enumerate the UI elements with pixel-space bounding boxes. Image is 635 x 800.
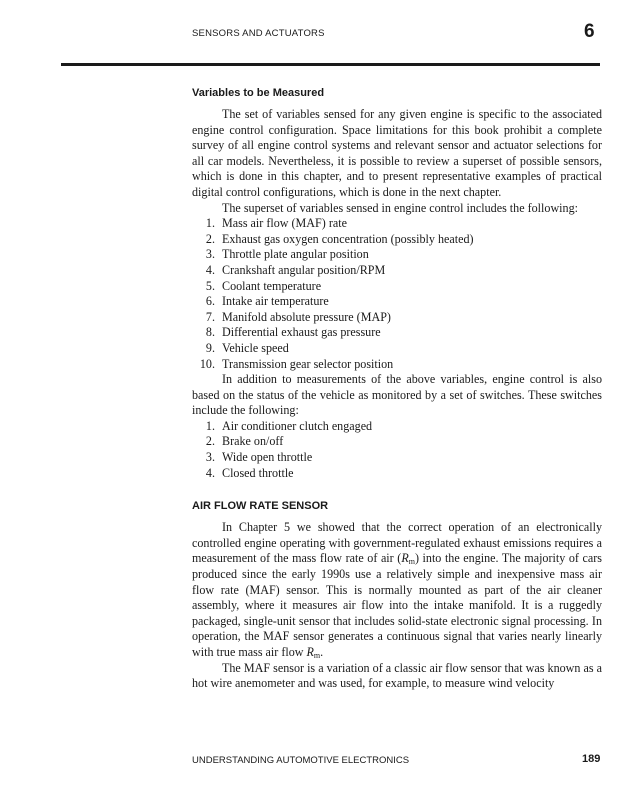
list-text: Brake on/off [222,434,284,449]
symbol-rm [401,551,415,565]
symbol-subscript: m [313,651,321,660]
list-item [192,294,602,310]
list-text: Crankshaft angular position/RPM [222,262,386,277]
paragraph: In addition to measurements of the above variables, engine control is also based on the status of the vehicle as monitored by a set of switches. These switches include the following: [192,372,602,418]
list-text: Differential exhaust gas pressure [222,325,381,340]
running-header-title: SENSORS AND ACTUATORS [192,28,325,39]
symbol-rm [306,645,324,660]
list-number: 4. [205,465,215,480]
list-item [192,450,602,466]
list-item [192,325,602,341]
paragraph: The MAF sensor is a variation of a classic air flow sensor that was known as a hot wire anemometer and was used, for example, to measure wind velocity [192,660,602,691]
text-run: In Chapter 5 we showed that the correct operation of an electronically controlled engine operating with government-regulated exhaust emissions requires a measurement of the mass flow rate of air ( [192,520,602,566]
page-number: 189 [582,753,601,765]
list-number: 4. [205,262,215,277]
list-item [192,341,602,357]
list-item [192,357,602,373]
list-text: Throttle plate angular position [222,247,369,262]
list-number: 10. [199,356,215,371]
variables-list [192,216,602,372]
list-text: Closed throttle [222,465,294,480]
paragraph: The superset of variables sensed in engine control includes the following: [222,200,578,215]
list-number: 3. [205,247,215,262]
text-run: ) into the engine. The majority of cars produced since the early 1990s use a relatively simple and inexpensive mass air flow rate (MAF) sensor. This is normally mounted as part of the air cleaner assembly, where it measures air flow into the intake manifold. It is a ruggedly packaged, single-unit sensor that includes solid-state electronic signal processing. In operation, the MAF sensor generates a continuous signal that varies nearly linearly with true mass air flow [192,551,602,659]
page-body [192,86,602,692]
list-number: 3. [205,450,215,465]
list-text: Mass air flow (MAF) rate [222,216,347,231]
running-footer-title: UNDERSTANDING AUTOMOTIVE ELECTRONICS [192,755,410,766]
list-number: 2. [205,231,215,246]
list-item [192,263,602,279]
section-heading-variables: Variables to be Measured [192,87,325,99]
paragraph [192,520,602,660]
symbol-subscript: m [408,557,415,567]
paragraph: The set of variables sensed for any given engine is specific to the associated engine control configuration. Space limitations for this book prohibit a complete survey of all engine control systems and relevant sensor and actuator selections for all car models. Nevertheless, it is possible to review a superset of possible sensors, which is done in this chapter, and to present representative examples of practical digital control configurations, which is done in the next chapter. [192,107,602,199]
list-item [192,419,602,435]
list-item [192,466,602,482]
list-number: 9. [205,340,215,355]
list-text: Coolant temperature [222,278,322,293]
list-number: 7. [205,309,215,324]
list-text: Exhaust gas oxygen concentration (possibly heated) [222,231,474,246]
list-text: Intake air temperature [222,294,329,309]
list-text: Air conditioner clutch engaged [222,418,373,433]
list-item [192,247,602,263]
header-rule [61,63,600,66]
list-item [192,310,602,326]
list-number: 2. [205,434,215,449]
symbol-letter: R [306,645,314,659]
list-text: Vehicle speed [222,340,289,355]
list-item [192,279,602,295]
list-number: 8. [205,325,215,340]
list-item [192,216,602,232]
list-text: Manifold absolute pressure (MAP) [222,309,391,324]
list-number: 5. [205,278,215,293]
section-heading-air-flow: AIR FLOW RATE SENSOR [192,500,329,513]
list-text: Wide open throttle [222,450,313,465]
list-text: Transmission gear selector position [222,356,394,371]
chapter-number: 6 [584,21,595,42]
symbol-letter: R [401,551,409,566]
list-number: 1. [205,418,215,433]
list-number: 6. [205,294,215,309]
list-number: 1. [205,216,215,231]
switches-list [192,419,602,481]
list-item [192,434,602,450]
text-run: . [320,645,324,659]
list-item [192,232,602,248]
